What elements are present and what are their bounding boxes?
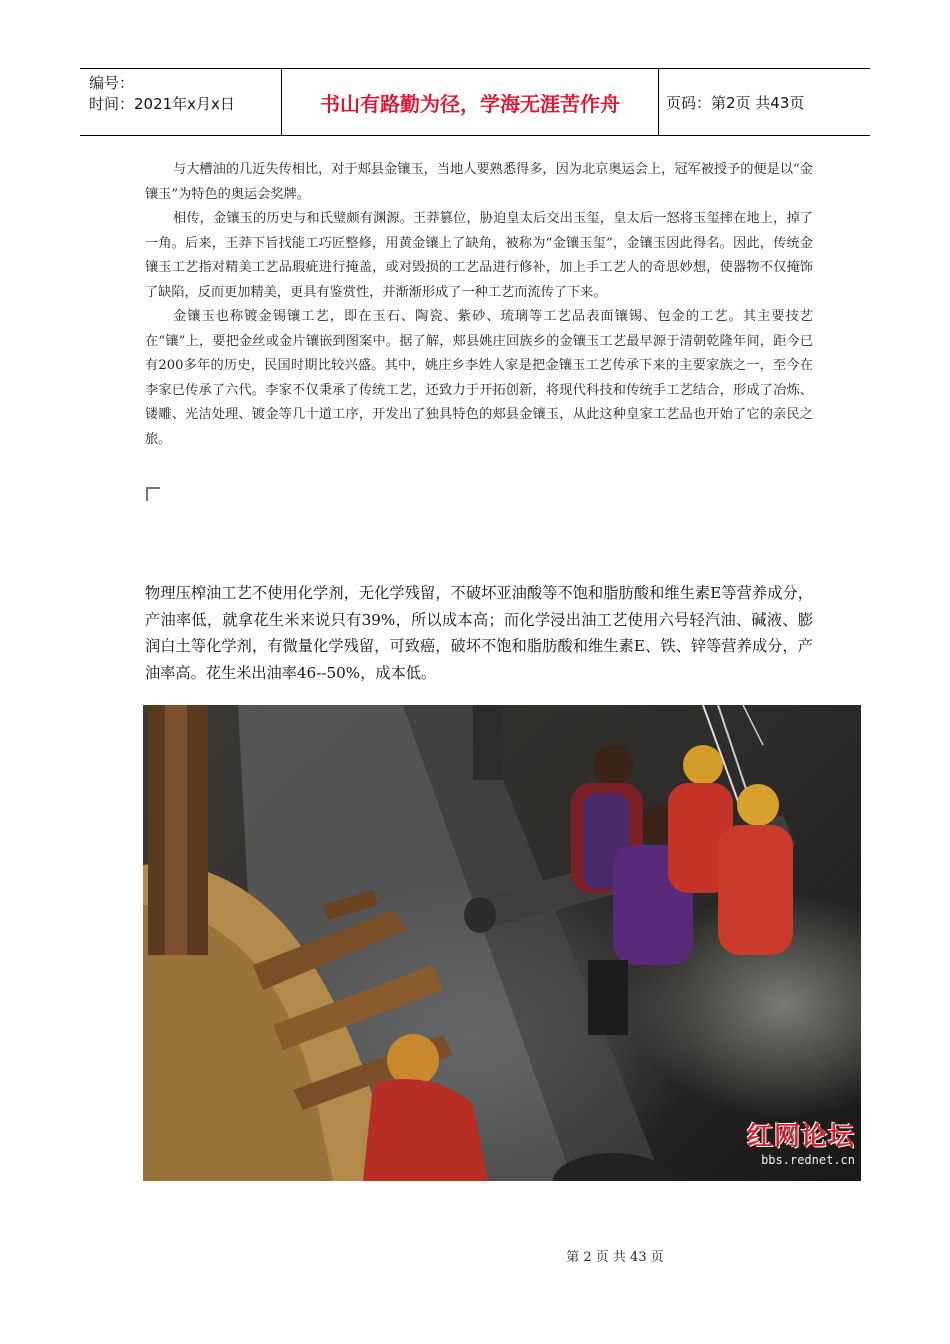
oil-process-paragraph: 物理压榨油工艺不使用化学剂，无化学残留，不破坏亚油酸等不饱和脂肪酸和维生素E等营养成分，产油率低，就拿花生米来说只有39%，所以成本高；而化学浸出油工艺使用六号轻汽油、碱液、膨润白土等化学剂，有微量化学残留，可致癌，破坏不饱和脂肪酸和维生素E、铁、锌等营养成分，产油率高。花生米出油率46--50%，成本低。 xyxy=(145,584,813,682)
back-post-shape xyxy=(473,705,503,780)
woman-headdress-3 xyxy=(387,1034,439,1086)
watermark-logo-text: 红网论坛 xyxy=(746,1122,855,1152)
woman-headdress-1 xyxy=(683,745,723,785)
photo-watermark xyxy=(747,1116,855,1167)
page-header xyxy=(80,68,870,136)
worker-head-1 xyxy=(593,745,633,785)
woman-body-2 xyxy=(718,825,793,955)
image-placeholder-icon xyxy=(146,487,160,501)
article-body xyxy=(145,158,813,452)
oil-pressing-photo xyxy=(143,705,861,1181)
watermark-url: bbs.rednet.cn xyxy=(761,1153,855,1167)
worker-legs-2 xyxy=(588,960,628,1035)
rope-line-3 xyxy=(743,705,763,745)
wooden-post-highlight xyxy=(165,705,187,955)
article-paragraph-2: 相传，金镶玉的历史与和氏璧颇有渊源。王莽篡位，胁迫皇太后交出玉玺，皇太后一怒将玉玺摔在地上，掉了一角。后来，王莽下旨找能工巧匠整修，用黄金镶上了缺角，被称为“金镶玉玺”，金镶玉因此得名。因此，传统金镶玉工艺指对精美工艺品瑕疵进行掩盖，或对毁损的工艺品进行修补，加上手工艺人的奇思妙想，使器物不仅掩饰了缺陷，反而更加精美，更具有鉴赏性，并渐渐形成了一种工艺而流传了下来。 xyxy=(145,211,813,300)
photo-illustration xyxy=(143,705,861,1181)
article-paragraph-3: 金镶玉也称镀金锡镶工艺，即在玉石、陶瓷、紫砂、琉璃等工艺品表面镶锡、包金的工艺。其主要技艺在“镶”上，要把金丝或金片镶嵌到图案中。据了解，郏县姚庄回族乡的金镶玉工艺最早源于清朝乾隆年间，距今已有200多年的历史，民国时期比较兴盛。其中，姚庄乡李姓人家是把金镶玉工艺传承下来的主要家族之一，至今在李家已传承了六代。李家不仅秉承了传统工艺，还致力于开拓创新，将现代科技和传统手工艺结合，形成了冶炼、镂雕、光洁处理、镀金等几十道工序，开发出了独具特色的郏县金镶玉，从此这种皇家工艺品也开始了它的亲民之旅。 xyxy=(145,309,813,447)
footer-page-number: 第 2 页 共 43 页 xyxy=(566,1250,664,1265)
woman-headdress-2 xyxy=(737,784,779,826)
header-motto: 书山有路勤为径，学海无涯苦作舟 xyxy=(320,91,620,116)
ram-pole-end xyxy=(464,897,496,933)
header-page-info: 页码：第2页 共43页 xyxy=(666,93,805,112)
page-footer xyxy=(0,1246,950,1265)
document-number-label: 编号： xyxy=(89,74,135,92)
document-date-label: 时间：2021年x月x日 xyxy=(89,95,235,113)
header-motto-cell xyxy=(282,69,659,135)
oil-process-section xyxy=(145,580,813,686)
header-page-info-cell xyxy=(659,69,870,135)
header-left-cell xyxy=(80,69,282,135)
article-paragraph-1: 与大槽油的几近失传相比，对于郏县金镶玉，当地人要熟悉得多，因为北京奥运会上，冠军被授予的便是以“金镶玉”为特色的奥运会奖牌。 xyxy=(145,162,813,202)
